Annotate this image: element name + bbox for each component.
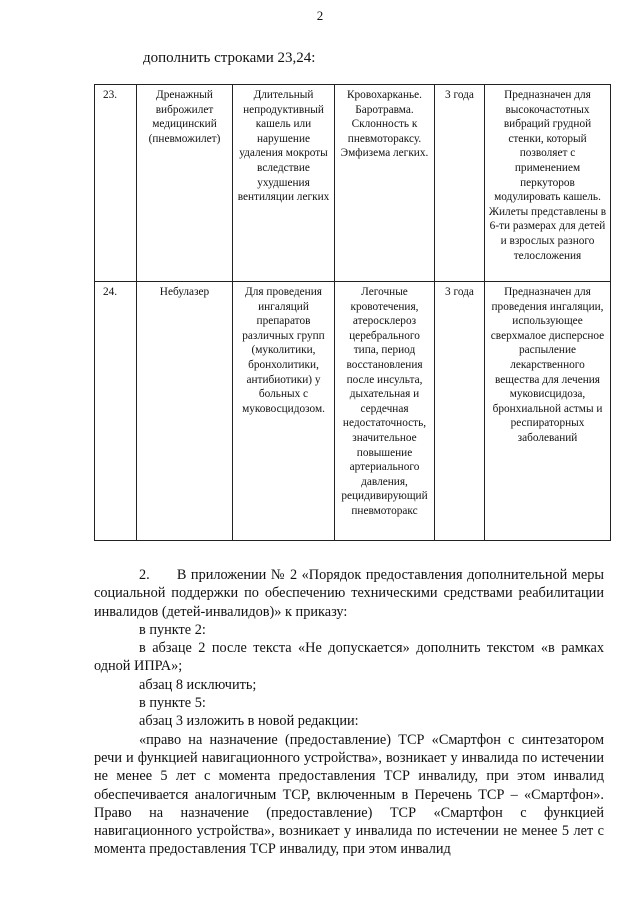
paragraph: в абзаце 2 после текста «Не допускается» дополнить текстом «в рамках одной ИПРА»; <box>94 640 604 675</box>
page-number: 2 <box>316 8 324 23</box>
description: Предназначен для проведения ингаляции, использующее сверхмалое дисперсное распыление лекарственного вещества для лечения муковисцидоза, бронхиальной астмы и респираторных заболеваний <box>485 282 611 541</box>
row-number: 24. <box>95 282 137 541</box>
paragraph: в пункте 5: <box>139 695 206 712</box>
term: 3 года <box>435 282 485 541</box>
row-number: 23. <box>95 85 137 282</box>
description: Предназначен для высокочастотных вибраций грудной стенки, который позволяет с применением перкуторов модулировать кашель. Жилеты представлены в 6-ти размерах для детей и взрослых разного телосложения <box>485 85 611 282</box>
tsr-table <box>94 84 611 541</box>
paragraph: 2. В приложении № 2 «Порядок предоставления дополнительной меры социальной поддержки по обеспечению техническими средствами реабилитации инвалидов (детей-инвалидов)» к приказу: <box>94 567 604 620</box>
body-text <box>94 566 604 859</box>
paragraph: абзац 3 изложить в новой редакции: <box>139 713 359 730</box>
item-name: Дренажный виброжилет медицинский (пневможилет) <box>137 85 233 282</box>
paragraph: «право на назначение (предоставление) ТСР «Смартфон с синтезатором речи и функцией навигационного устройства», возникает у инвалида по истечении не менее 5 лет с момента предоставления ТСР инвалиду, при этом инвалид обеспечивается аналогичным ТСР, включенным в Перечень ТСР – «Смартфон». Право на назначение (предоставление) ТСР «Смартфон с функцией навигационного устройства», возникает у инвалида по истечении не менее 5 лет с момента предоставления ТСР инвалиду, при этом инвалид <box>94 731 604 858</box>
contraindications: Легочные кровотечения, атеросклероз церебрального типа, период восстановления после инсульта, дыхательная и сердечная недостаточность, значительное повышение артериального давления, рецидивирующий пневмоторакс <box>335 282 435 541</box>
item-name: Небулазер <box>137 282 233 541</box>
term: 3 года <box>435 85 485 282</box>
indications: Для проведения ингаляций препаратов различных групп (муколитики, бронхолитики, антибиотики) у больных с муковосцидозом. <box>233 282 335 541</box>
table-row <box>95 85 611 282</box>
table-row <box>95 282 611 541</box>
paragraph: в пункте 2: <box>139 621 206 638</box>
paragraph: абзац 8 исключить; <box>139 676 257 693</box>
intro-line: дополнить строками 23,24: <box>143 50 316 66</box>
indications: Длительный непродуктивный кашель или нарушение удаления мокроты вследствие ухудшения вентиляции легких <box>233 85 335 282</box>
contraindications: Кровохарканье. Баротравма. Склонность к пневмотораксу. Эмфизема легких. <box>335 85 435 282</box>
